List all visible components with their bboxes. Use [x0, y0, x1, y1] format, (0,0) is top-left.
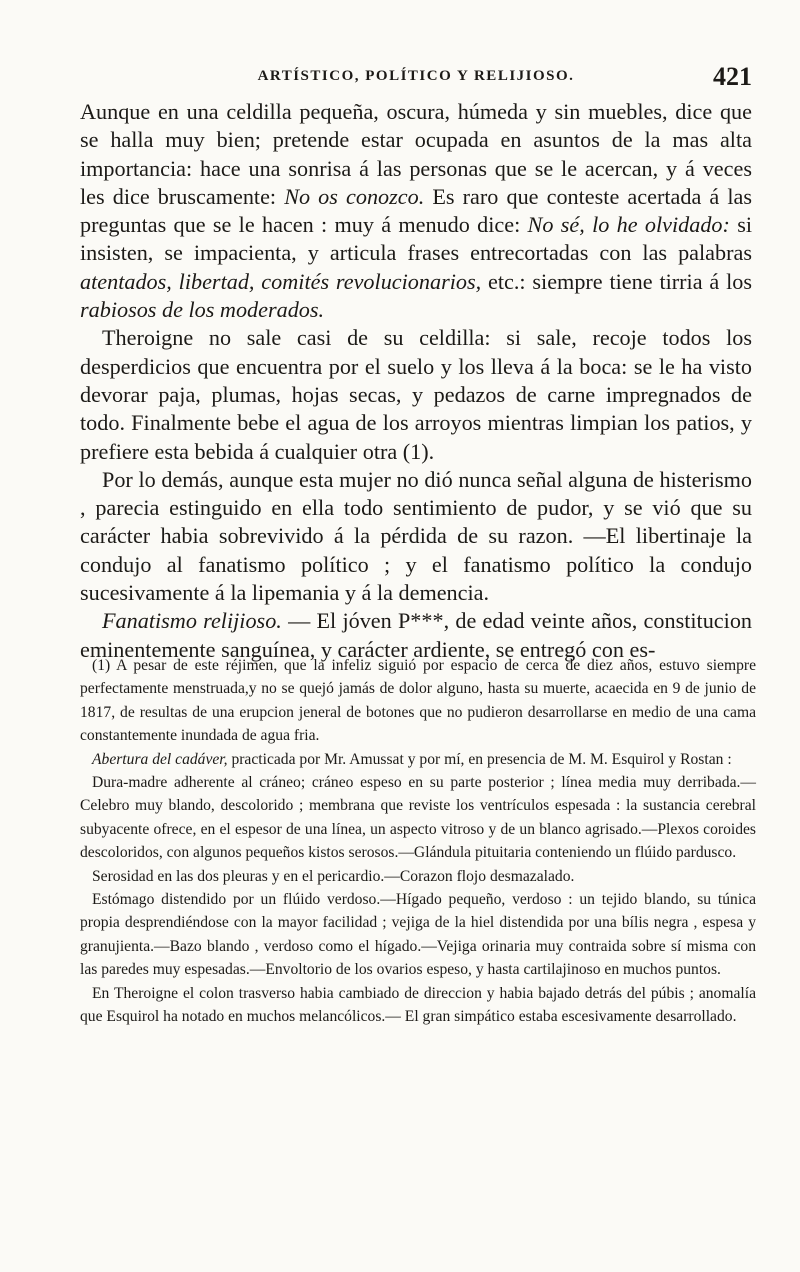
text-run: — El jóven P***, de edad veinte años, constitucion eminentemente sanguínea, y carácter ardiente, se entregó con es- [80, 608, 753, 662]
page-number: 421 [713, 62, 752, 91]
section-heading: Fanatismo relijioso. [102, 608, 282, 634]
footnotes [80, 654, 756, 1029]
footnote [80, 771, 756, 865]
main-text [80, 98, 752, 664]
footnote [80, 865, 756, 888]
text-run: Dura-madre adherente al cráneo; cráneo espeso en su parte posterior ; línea media muy derribada.—Celebro muy blando, descolorido ; membrana que reviste los ventrículos espesada : la sustancia cerebral subyacente ofrece, en el espesor de una línea, un aspecto vitroso y de un blanco agrisado.—Plexos coroides descoloridos, con algunos pequeños kistos serosos.—Glándula pituitaria conteniendo un flúido pardusco. [80, 774, 756, 862]
text-run: Estómago distendido por un flúido verdoso.—Hígado pequeño, verdoso : un tejido blando, su túnica propia desprendiéndose con la mayor facilidad ; vejiga de la hiel distendida por una bílis negra , espesa y granujienta.—Bazo blando , verdoso como el hígado.—Vejiga orinaria muy contraida sobre sí misma con las paredes muy espesadas.—Envoltorio de los ovarios espeso, y hasta cartilajinoso en muchos puntos. [80, 891, 756, 979]
italic-run: No sé, lo he olvidado: [527, 212, 730, 238]
footnote [80, 654, 756, 748]
italic-run: Abertura del cadáver, [92, 750, 228, 768]
italic-run: No os conozco. [284, 183, 425, 209]
text-run: Por lo demás, aunque esta mujer no dió nunca señal alguna de histerismo , parecia estinguido en ella todo sentimiento de pudor, y se vió que su carácter habia sobrevivido á la pérdida de su razon. —El libertinaje la condujo al fanatismo político ; y el fanatismo político la condujo sucesivamente á la lipemania y á la demencia. [80, 466, 752, 606]
text-run: practicada por Mr. Amussat y por mí, en presencia de M. M. Esquirol y Rostan : [227, 750, 732, 768]
footnote [80, 748, 756, 771]
footnote [80, 888, 756, 982]
text-run: Serosidad en las dos pleuras y en el pericardio.—Corazon flojo desmazalado. [92, 867, 575, 885]
text-run: Es raro que conteste acertada á las preguntas que se le hacen : muy á menudo dice: [80, 183, 752, 238]
text-run: Theroigne no sale casi de su celdilla: si sale, recoje todos los desperdicios que encuentra por el suelo y los lleva á la boca: se le ha visto devorar paja, plumas, hojas secas, y pedazos de carne impregnados de todo. Finalmente bebe el agua de los arroyos mientras limpian los patios, y prefiere esta bebida á cualquier otra (1). [80, 325, 752, 464]
page-header [80, 62, 752, 98]
italic-run: atentados, libertad, comités revolucionarios, [80, 268, 482, 294]
text-run: etc.: siempre tiene tirria á los [481, 268, 752, 294]
italic-run: rabiosos de los moderados. [80, 297, 325, 323]
running-title: ARTÍSTICO, POLÍTICO Y RELIJIOSO. [257, 68, 575, 84]
footnote [80, 982, 756, 1029]
text-run: En Theroigne el colon trasverso habia cambiado de direccion y habia bajado detrás del púbis ; anomalía que Esquirol ha notado en muchos melancólicos.— El gran simpático estaba escesivamente desarrollado. [80, 984, 756, 1026]
text-run: si insisten, se impacienta, y articula frases entrecortadas con las palabras [80, 212, 752, 266]
paragraph [80, 466, 752, 607]
text-run: Aunque en una celdilla pequeña, oscura, húmeda y sin muebles, dice que se halla muy bien; pretende estar ocupada en asuntos de la mas alta importancia: hace una sonrisa á las personas que se le acercan, y á veces les dice bruscamente: [80, 99, 752, 209]
text-run: (1) A pesar de este réjimen, que la infeliz siguió por espacio de cerca de diez años, estuvo siempre perfectamente menstruada,y no se quejó jamás de dolor alguno, hasta su muerte, acaecida en 9 de junio de 1817, de resultas de una erupcion jeneral de botones que no pudieron desarrollarse en medio de una cama constantemente inundada de agua fria. [80, 657, 756, 745]
paragraph [80, 98, 752, 324]
paragraph [80, 324, 752, 465]
